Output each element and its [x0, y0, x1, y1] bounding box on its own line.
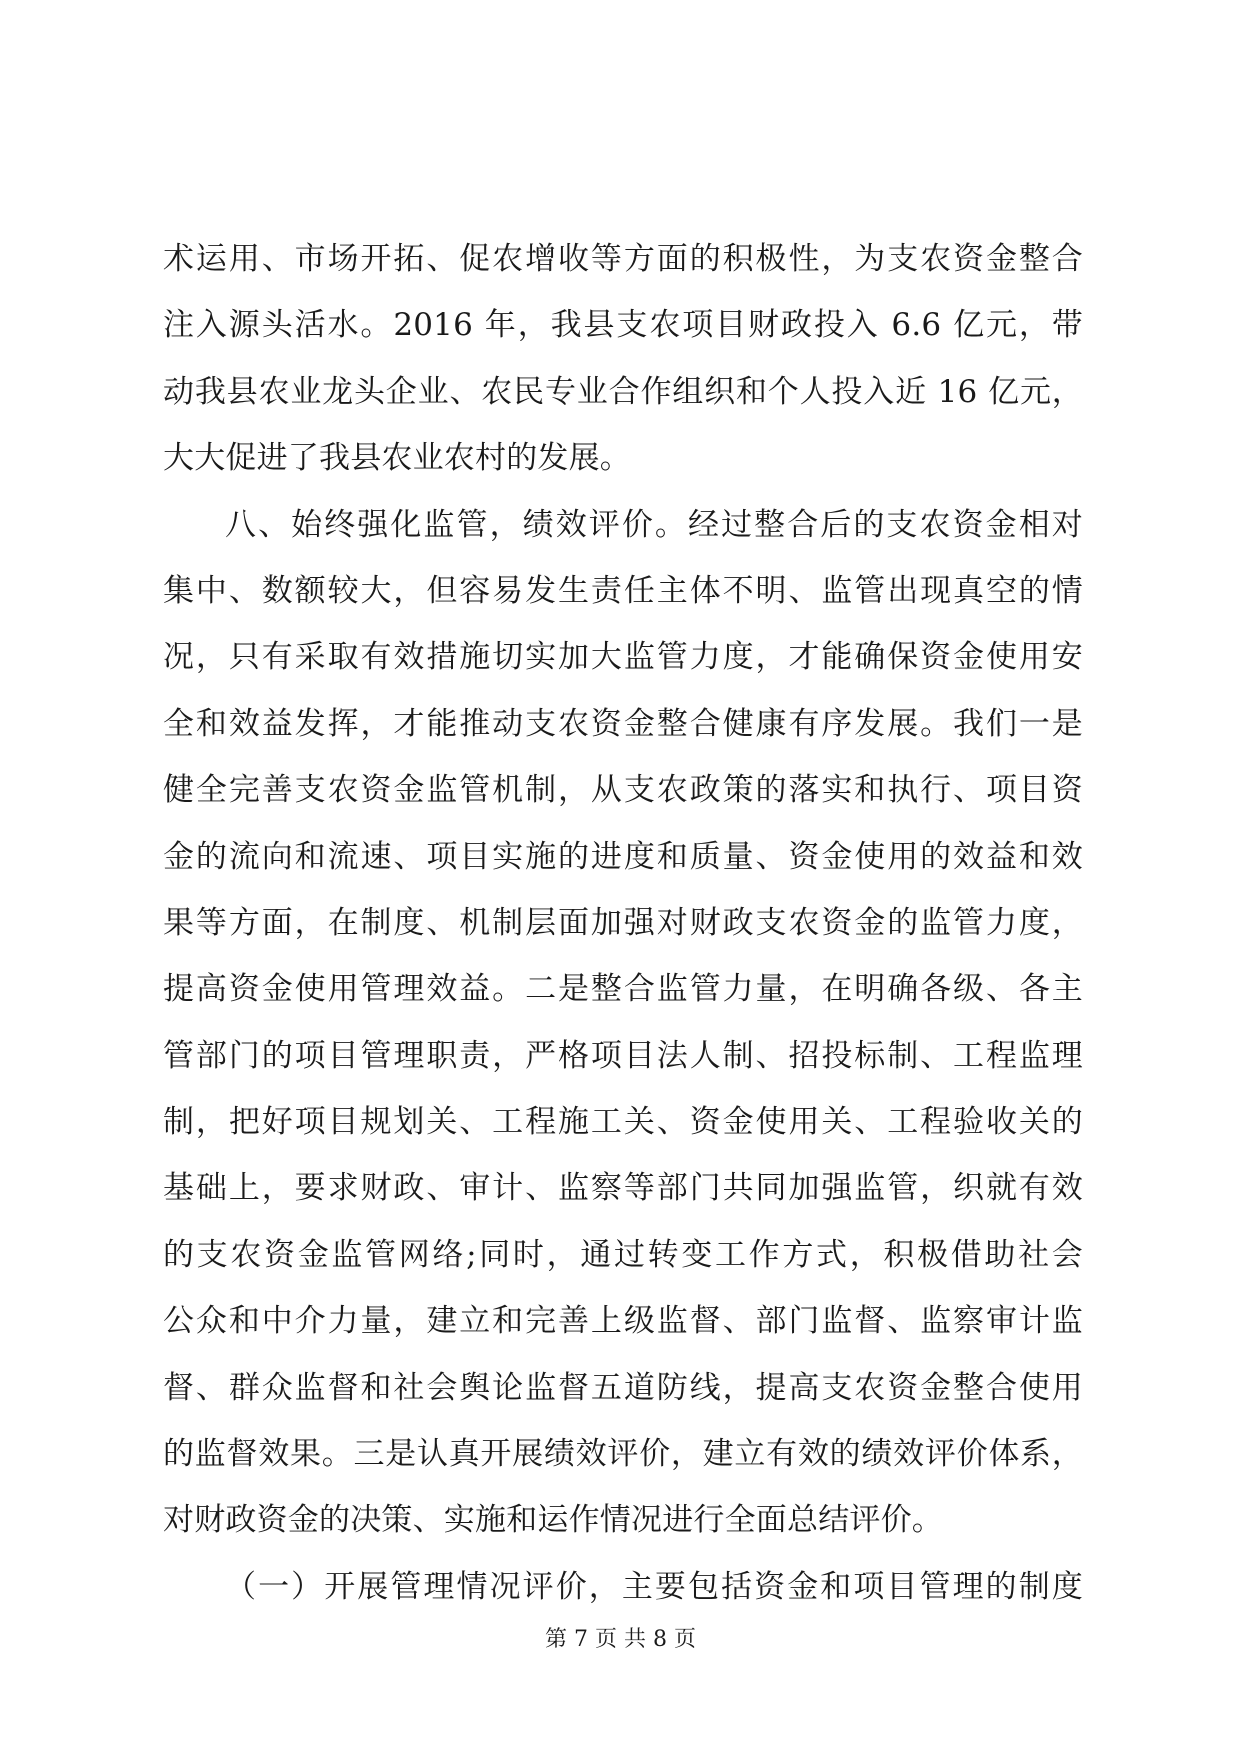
text-line: 况，只有采取有效措施切实加大监管力度，才能确保资金使用安 — [163, 639, 1083, 676]
text-line: 全和效益发挥，才能推动支农资金整合健康有序发展。我们一是 — [163, 705, 1083, 742]
text-line: 的监督效果。三是认真开展绩效评价，建立有效的绩效评价体系， — [163, 1436, 1083, 1473]
paragraph-start-line: 八、始终强化监管，绩效评价。经过整合后的支农资金相对 — [225, 506, 1083, 543]
text-line: 的支农资金监管网络;同时，通过转变工作方式，积极借助社会 — [163, 1236, 1083, 1273]
text-line: 集中、数额较大，但容易发生责任主体不明、监管出现真空的情 — [163, 572, 1083, 609]
text-line: 注入源头活水。2016 年，我县支农项目财政投入 6.6 亿元，带 — [163, 307, 1083, 344]
text-line: 术运用、市场开拓、促农增收等方面的积极性，为支农资金整合 — [163, 241, 1083, 277]
text-line: 果等方面，在制度、机制层面加强对财政支农资金的监管力度， — [163, 904, 1083, 941]
text-line: 制，把好项目规划关、工程施工关、资金使用关、工程验收关的 — [163, 1104, 1083, 1141]
text-line: 健全完善支农资金监管机制，从支农政策的落实和执行、项目资 — [163, 772, 1083, 809]
text-line: 管部门的项目管理职责，严格项目法人制、招投标制、工程监理 — [163, 1037, 1083, 1074]
text-line: 督、群众监督和社会舆论监督五道防线，提高支农资金整合使用 — [163, 1369, 1083, 1406]
paragraph-start-line: （一）开展管理情况评价，主要包括资金和项目管理的制度 — [225, 1568, 1083, 1605]
text-line: 金的流向和流速、项目实施的进度和质量、资金使用的效益和效 — [163, 838, 1083, 875]
body-text — [163, 226, 1083, 1620]
text-line: 基础上，要求财政、审计、监察等部门共同加强监管，织就有效 — [163, 1170, 1083, 1207]
text-line: 大大促进了我县农业农村的发展。 — [163, 440, 631, 477]
text-line: 对财政资金的决策、实施和运作情况进行全面总结评价。 — [163, 1502, 943, 1539]
text-line: 动我县农业龙头企业、农民专业合作组织和个人投入近 16 亿元， — [163, 373, 1083, 410]
text-line: 提高资金使用管理效益。二是整合监管力量，在明确各级、各主 — [163, 971, 1083, 1008]
page-number-footer: 第 7 页 共 8 页 — [545, 1627, 696, 1652]
text-line: 公众和中介力量，建立和完善上级监督、部门监督、监察审计监 — [163, 1303, 1083, 1340]
